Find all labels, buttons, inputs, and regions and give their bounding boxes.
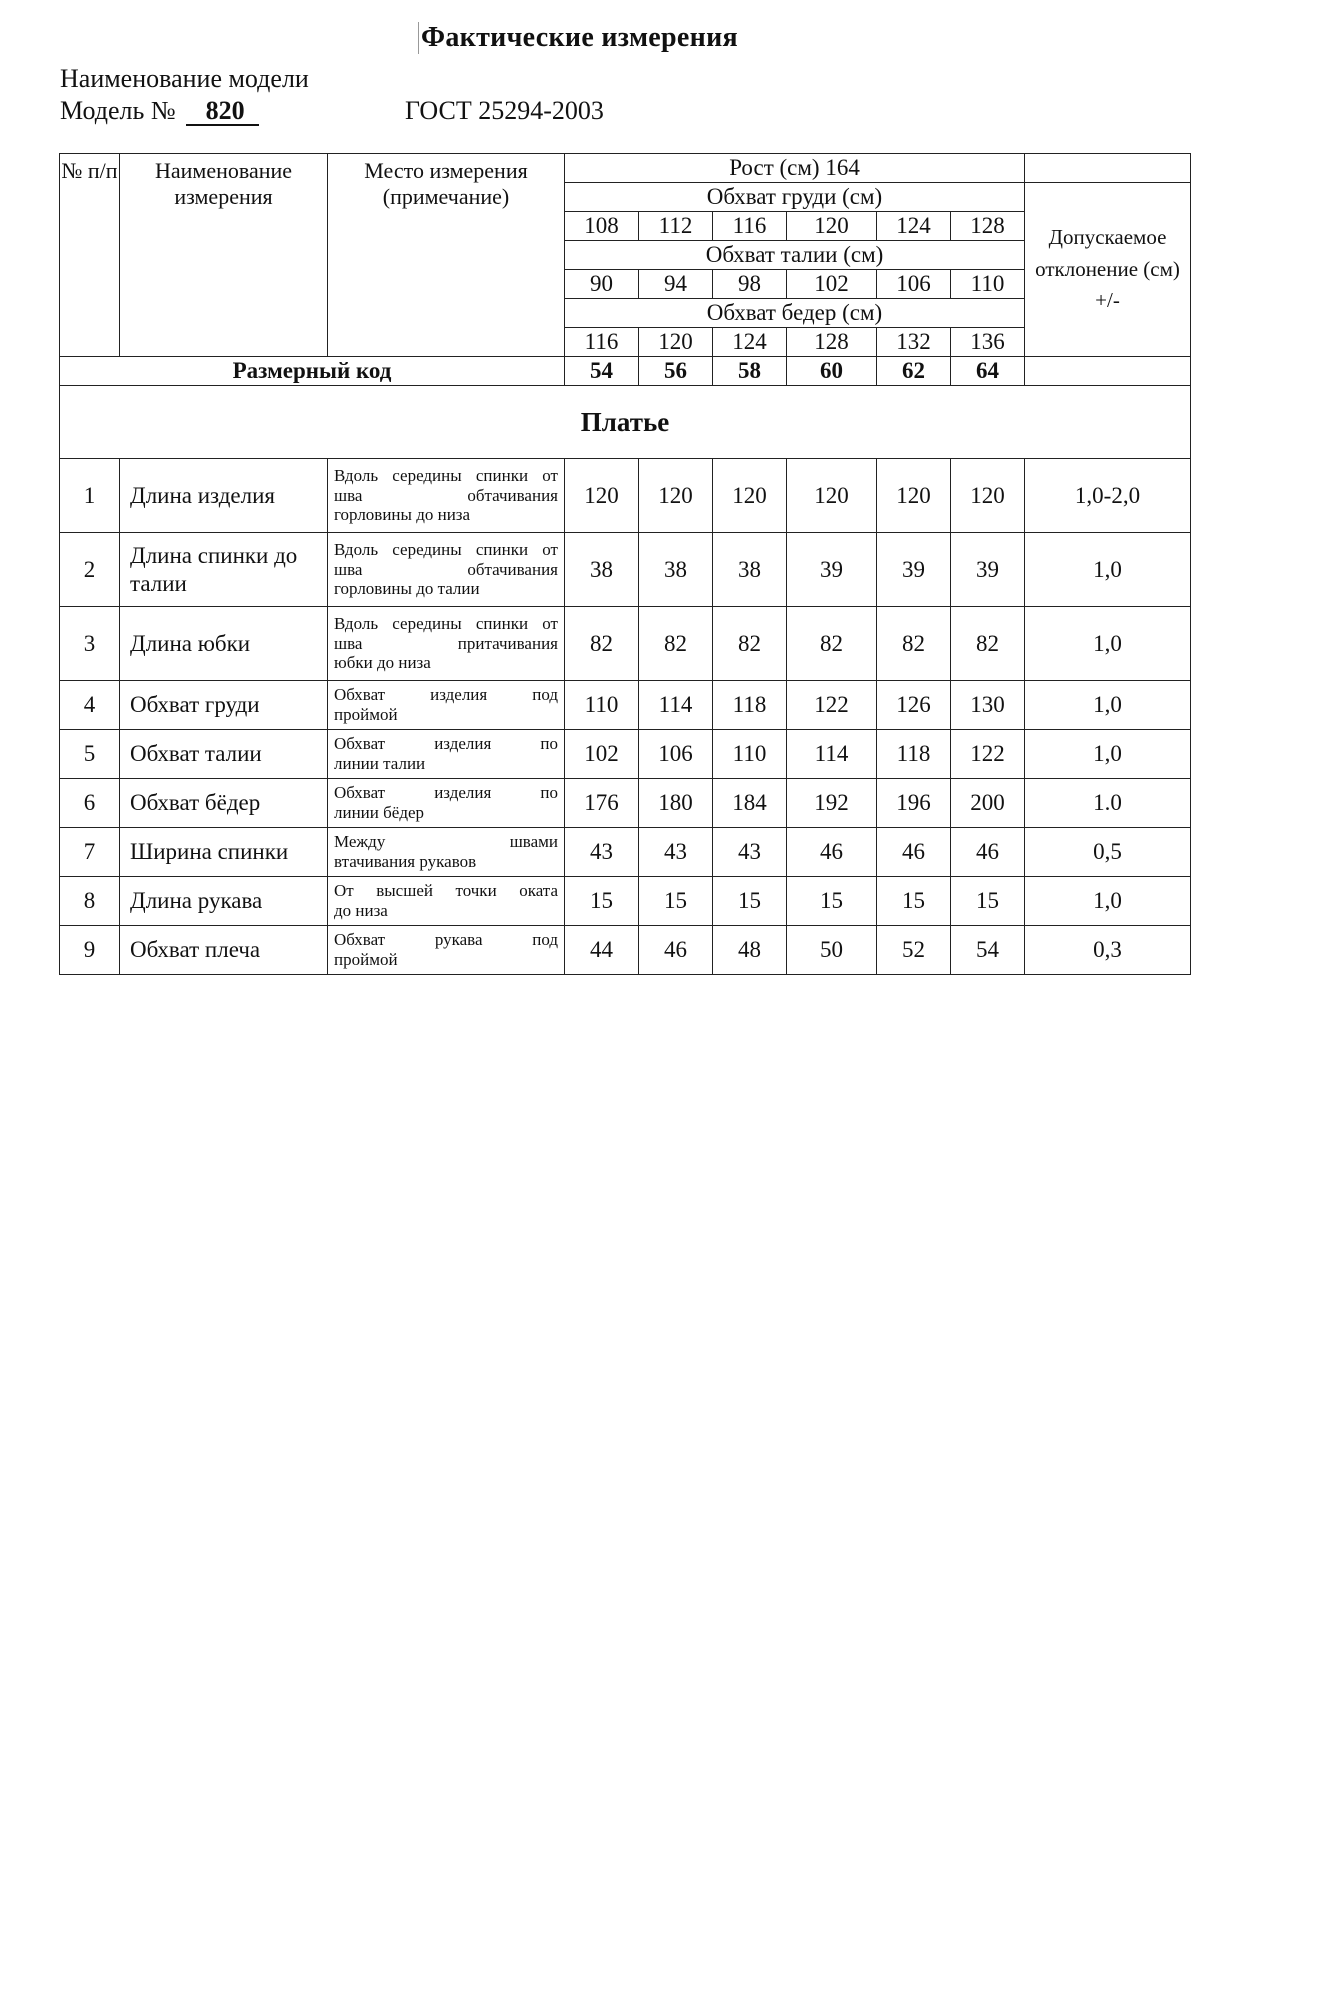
measurement-value: 46 — [787, 828, 877, 877]
measurement-name: Длина рукава — [120, 877, 328, 926]
measurement-value: 120 — [951, 459, 1025, 533]
note-line-b: горловины до низа — [334, 505, 471, 525]
measurement-value: 15 — [565, 877, 639, 926]
measurement-value: 118 — [713, 681, 787, 730]
size-code: 58 — [713, 357, 787, 386]
row-number: 7 — [60, 828, 120, 877]
chest-value: 116 — [713, 212, 787, 241]
waist-value: 110 — [951, 270, 1025, 299]
row-number: 5 — [60, 730, 120, 779]
measurement-note — [328, 877, 565, 926]
header-place: Место измерения (примечание) — [328, 154, 565, 357]
measurement-value: 120 — [565, 459, 639, 533]
measurement-name: Обхват груди — [120, 681, 328, 730]
measurement-value: 38 — [639, 533, 713, 607]
table-row — [60, 607, 1191, 681]
measurement-note — [328, 828, 565, 877]
measurement-note — [328, 926, 565, 975]
note-line-a: Вдоль середины спинки от шва обтачивания — [334, 466, 558, 505]
measurement-value: 114 — [787, 730, 877, 779]
measurement-name: Обхват талии — [120, 730, 328, 779]
size-code: 56 — [639, 357, 713, 386]
size-code-blank — [1025, 357, 1191, 386]
measurement-note — [328, 681, 565, 730]
note-line-a: Между швами — [334, 832, 558, 852]
tolerance-value: 0,3 — [1025, 926, 1191, 975]
hips-value: 120 — [639, 328, 713, 357]
measurement-value: 38 — [565, 533, 639, 607]
measurement-value: 39 — [787, 533, 877, 607]
measurement-value: 52 — [877, 926, 951, 975]
table-row — [60, 828, 1191, 877]
measurement-value: 54 — [951, 926, 1025, 975]
note-line-b: юбки до низа — [334, 653, 431, 673]
tolerance-value: 1,0 — [1025, 681, 1191, 730]
measurement-name: Обхват бёдер — [120, 779, 328, 828]
chest-value: 120 — [787, 212, 877, 241]
tolerance-value: 1,0 — [1025, 730, 1191, 779]
table-row — [60, 533, 1191, 607]
header-tolerance: Допускаемое отклонение (см) +/- — [1025, 183, 1191, 357]
measurement-value: 110 — [713, 730, 787, 779]
measurement-value: 48 — [713, 926, 787, 975]
note-line-b: линии талии — [334, 754, 426, 773]
row-number: 3 — [60, 607, 120, 681]
note-line-a: Обхват изделия под — [334, 685, 558, 705]
measurement-value: 82 — [639, 607, 713, 681]
measurement-value: 44 — [565, 926, 639, 975]
measurement-value: 82 — [713, 607, 787, 681]
measurement-value: 39 — [951, 533, 1025, 607]
model-number-label: Модель № — [60, 96, 176, 125]
note-line-a: Обхват рукава под — [334, 930, 558, 950]
waist-value: 106 — [877, 270, 951, 299]
measurement-value: 15 — [639, 877, 713, 926]
header-chest-label: Обхват груди (см) — [565, 183, 1025, 212]
measurement-value: 184 — [713, 779, 787, 828]
note-line-b: горловины до талии — [334, 579, 480, 599]
measurement-value: 122 — [951, 730, 1025, 779]
waist-value: 98 — [713, 270, 787, 299]
measurement-value: 50 — [787, 926, 877, 975]
note-line-b: до низа — [334, 901, 388, 920]
table-row — [60, 681, 1191, 730]
measurement-value: 82 — [787, 607, 877, 681]
table-row — [60, 926, 1191, 975]
document-title: Фактические измерения — [418, 22, 738, 54]
tolerance-value: 0,5 — [1025, 828, 1191, 877]
model-number-line — [60, 96, 259, 126]
note-line-b: проймой — [334, 705, 398, 724]
measurement-value: 15 — [877, 877, 951, 926]
measurement-value: 180 — [639, 779, 713, 828]
row-number: 4 — [60, 681, 120, 730]
header-waist-label: Обхват талии (см) — [565, 241, 1025, 270]
hips-value: 132 — [877, 328, 951, 357]
measurement-value: 120 — [787, 459, 877, 533]
measurement-value: 102 — [565, 730, 639, 779]
row-number: 2 — [60, 533, 120, 607]
waist-value: 94 — [639, 270, 713, 299]
size-code: 62 — [877, 357, 951, 386]
chest-value: 108 — [565, 212, 639, 241]
waist-value: 102 — [787, 270, 877, 299]
measurement-note — [328, 533, 565, 607]
header-name: Наименование измерения — [120, 154, 328, 357]
hips-value: 128 — [787, 328, 877, 357]
tolerance-value: 1,0 — [1025, 877, 1191, 926]
note-line-b: втачивания рукавов — [334, 852, 477, 871]
measurement-value: 118 — [877, 730, 951, 779]
size-code: 64 — [951, 357, 1025, 386]
header-num: № п/п — [60, 154, 120, 357]
measurement-note — [328, 779, 565, 828]
row-number: 9 — [60, 926, 120, 975]
measurement-name: Ширина спинки — [120, 828, 328, 877]
measurement-name: Обхват плеча — [120, 926, 328, 975]
measurement-value: 82 — [877, 607, 951, 681]
waist-value: 90 — [565, 270, 639, 299]
model-number: 820 — [186, 98, 259, 126]
chest-value: 112 — [639, 212, 713, 241]
tolerance-value: 1,0-2,0 — [1025, 459, 1191, 533]
row-number: 1 — [60, 459, 120, 533]
note-line-a: Вдоль середины спинки от шва притачивания — [334, 614, 558, 653]
row-number: 6 — [60, 779, 120, 828]
size-code: 54 — [565, 357, 639, 386]
tolerance-value: 1,0 — [1025, 533, 1191, 607]
note-line-b: проймой — [334, 950, 398, 969]
table-row — [60, 877, 1191, 926]
measurement-value: 46 — [639, 926, 713, 975]
measurement-value: 43 — [639, 828, 713, 877]
table-row — [60, 459, 1191, 533]
measurements-table — [59, 153, 1191, 975]
measurement-value: 106 — [639, 730, 713, 779]
header-height: Рост (см) 164 — [565, 154, 1025, 183]
measurement-value: 39 — [877, 533, 951, 607]
size-code-label: Размерный код — [60, 357, 565, 386]
measurement-value: 38 — [713, 533, 787, 607]
measurement-value: 82 — [951, 607, 1025, 681]
model-name-label: Наименование модели — [60, 64, 309, 93]
gost-standard: ГОСТ 25294-2003 — [405, 96, 604, 125]
tolerance-value: 1.0 — [1025, 779, 1191, 828]
measurement-name: Длина юбки — [120, 607, 328, 681]
hips-value: 136 — [951, 328, 1025, 357]
chest-value: 124 — [877, 212, 951, 241]
measurement-value: 15 — [787, 877, 877, 926]
note-line-a: Обхват изделия по — [334, 783, 558, 803]
header-hips-label: Обхват бедер (см) — [565, 299, 1025, 328]
measurement-note — [328, 607, 565, 681]
note-line-a: Вдоль середины спинки от шва обтачивания — [334, 540, 558, 579]
measurement-value: 15 — [713, 877, 787, 926]
chest-value: 128 — [951, 212, 1025, 241]
measurement-value: 120 — [713, 459, 787, 533]
measurement-value: 126 — [877, 681, 951, 730]
measurement-value: 130 — [951, 681, 1025, 730]
measurement-value: 200 — [951, 779, 1025, 828]
measurement-value: 196 — [877, 779, 951, 828]
table-row — [60, 730, 1191, 779]
size-code: 60 — [787, 357, 877, 386]
measurement-value: 46 — [877, 828, 951, 877]
measurement-value: 192 — [787, 779, 877, 828]
measurement-value: 15 — [951, 877, 1025, 926]
measurement-value: 120 — [877, 459, 951, 533]
hips-value: 116 — [565, 328, 639, 357]
measurement-value: 114 — [639, 681, 713, 730]
measurement-value: 43 — [565, 828, 639, 877]
measurement-name: Длина спинки до талии — [120, 533, 328, 607]
measurement-value: 120 — [639, 459, 713, 533]
row-number: 8 — [60, 877, 120, 926]
note-line-b: линии бёдер — [334, 803, 425, 822]
measurement-name: Длина изделия — [120, 459, 328, 533]
measurement-value: 110 — [565, 681, 639, 730]
measurement-note — [328, 459, 565, 533]
measurement-note — [328, 730, 565, 779]
note-line-a: От высшей точки оката — [334, 881, 558, 901]
measurement-value: 43 — [713, 828, 787, 877]
hips-value: 124 — [713, 328, 787, 357]
header-blank — [1025, 154, 1191, 183]
measurement-value: 176 — [565, 779, 639, 828]
measurement-value: 122 — [787, 681, 877, 730]
tolerance-value: 1,0 — [1025, 607, 1191, 681]
measurement-value: 46 — [951, 828, 1025, 877]
measurement-value: 82 — [565, 607, 639, 681]
note-line-a: Обхват изделия по — [334, 734, 558, 754]
table-row — [60, 779, 1191, 828]
section-title: Платье — [60, 386, 1191, 459]
